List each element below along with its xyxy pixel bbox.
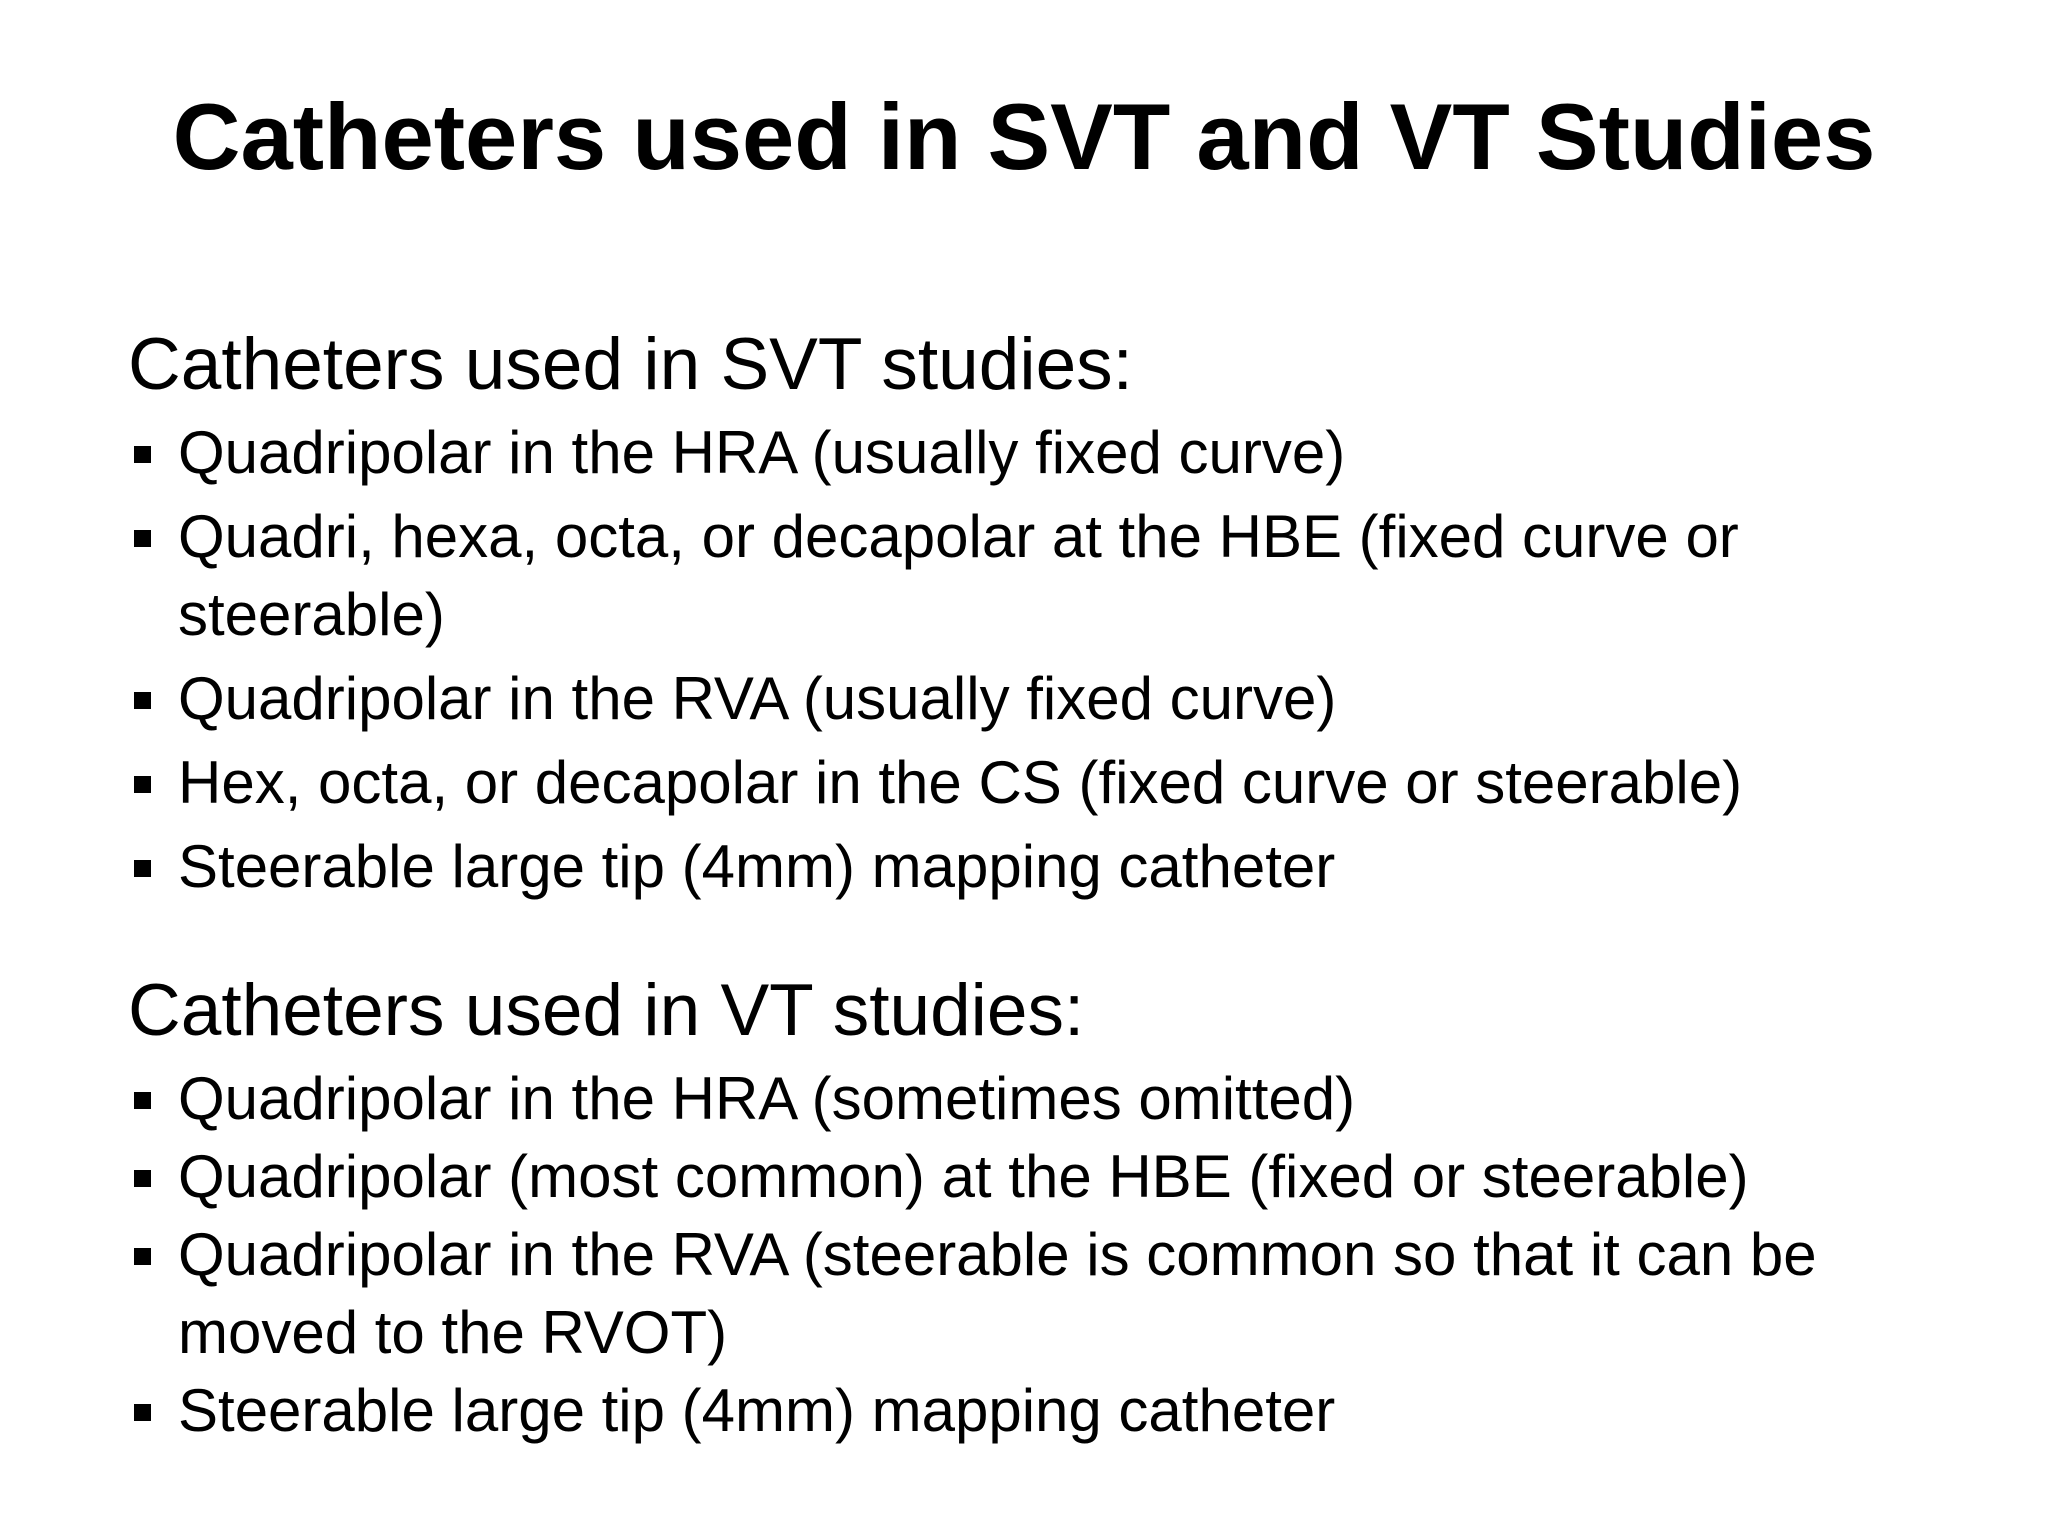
list-item	[128, 1216, 1988, 1372]
square-bullet-icon	[134, 692, 151, 709]
svt-heading: Catheters used in SVT studies:	[128, 324, 1133, 405]
list-item-text: Quadripolar (most common) at the HBE (fixed or steerable)	[178, 1143, 1749, 1210]
list-item	[128, 660, 1988, 738]
list-item-text: Steerable large tip (4mm) mapping catheter	[178, 1377, 1336, 1444]
slide-title: Catheters used in SVT and VT Studies	[172, 84, 1876, 189]
list-item	[128, 498, 1988, 654]
list-item-text: Quadripolar in the RVA (steerable is common so that it can be moved to the RVOT)	[178, 1221, 1817, 1366]
square-bullet-icon	[134, 446, 151, 463]
list-item	[128, 1372, 1988, 1450]
svt-section	[128, 322, 1988, 912]
list-item-text: Quadripolar in the HRA (sometimes omitted)	[178, 1065, 1356, 1132]
square-bullet-icon	[134, 776, 151, 793]
square-bullet-icon	[134, 1404, 151, 1421]
square-bullet-icon	[134, 860, 151, 877]
list-item-text: Quadripolar in the RVA (usually fixed curve)	[178, 665, 1337, 732]
list-item-text: Hex, octa, or decapolar in the CS (fixed curve or steerable)	[178, 749, 1743, 816]
list-item	[128, 828, 1988, 906]
square-bullet-icon	[134, 1248, 151, 1265]
square-bullet-icon	[134, 530, 151, 547]
list-item	[128, 1138, 1988, 1216]
square-bullet-icon	[134, 1092, 151, 1109]
vt-list	[128, 1060, 1988, 1450]
list-item	[128, 744, 1988, 822]
list-item-text: Quadri, hexa, octa, or decapolar at the HBE (fixed curve or steerable)	[178, 503, 1739, 648]
svt-list	[128, 414, 1988, 906]
list-item	[128, 414, 1988, 492]
vt-heading: Catheters used in VT studies:	[128, 970, 1085, 1051]
vt-section	[128, 968, 1988, 1450]
square-bullet-icon	[134, 1170, 151, 1187]
list-item-text: Steerable large tip (4mm) mapping catheter	[178, 833, 1336, 900]
list-item-text: Quadripolar in the HRA (usually fixed curve)	[178, 419, 1346, 486]
list-item	[128, 1060, 1988, 1138]
